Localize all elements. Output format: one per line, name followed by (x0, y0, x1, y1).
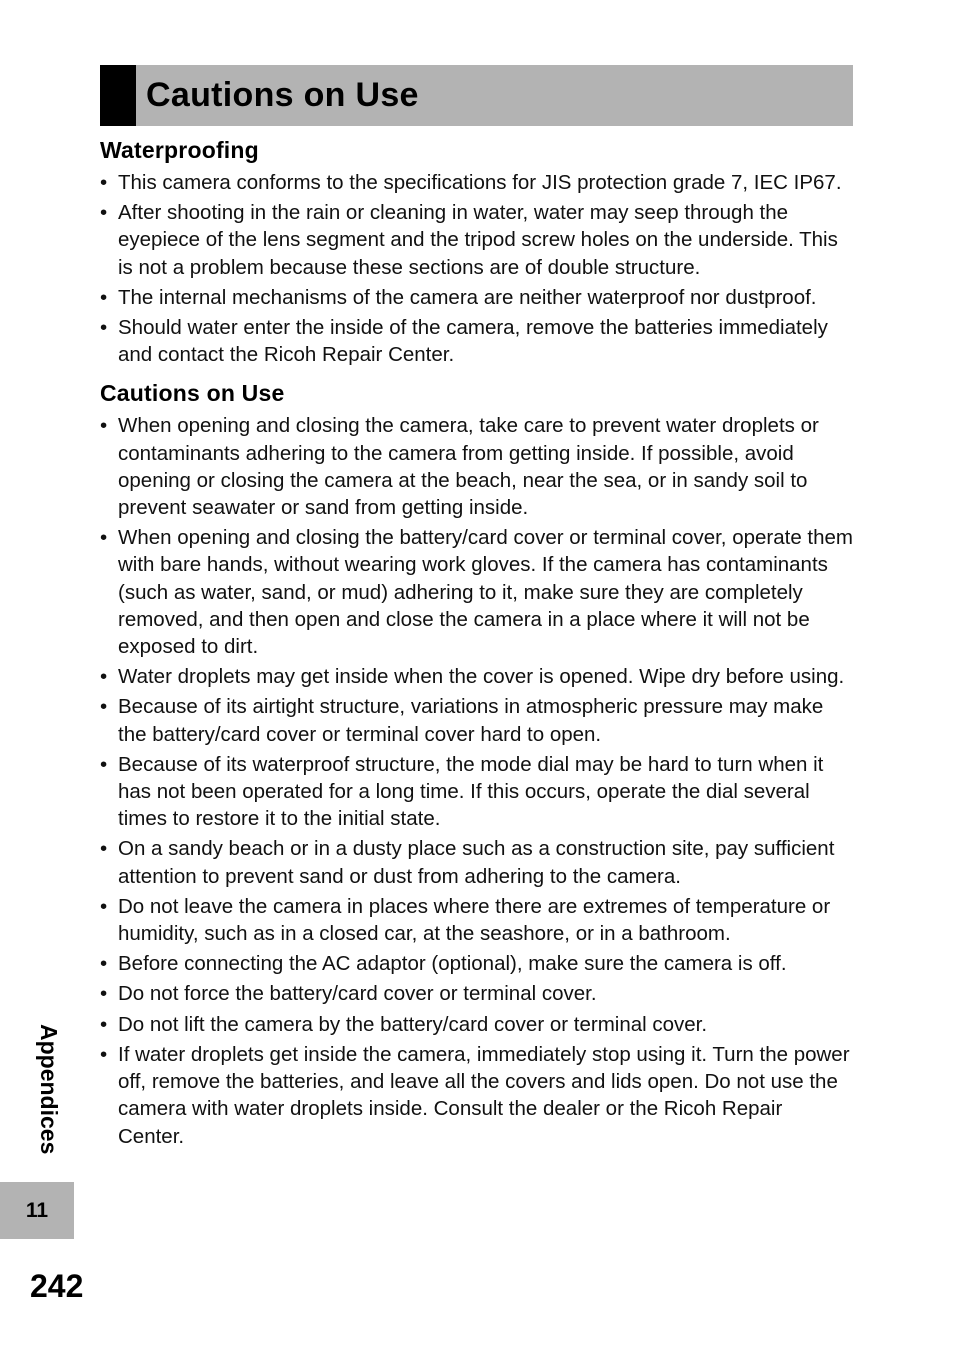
list-item-text: When opening and closing the camera, take care to prevent water droplets or contaminants adhering to the camera from getting inside. If possible, avoid opening or closing the camera at the beach, near the sea, or in sandy soil to prevent seawater or sand from getting inside. (118, 414, 819, 520)
list-item-text: Water droplets may get inside when the cover is opened. Wipe dry before using. (118, 665, 845, 689)
list-item-text: Because of its airtight structure, variations in atmospheric pressure may make the battery/card cover or terminal cover hard to open. (118, 695, 824, 746)
bullet-icon: • (100, 894, 108, 918)
list-item (100, 412, 853, 521)
list-item (100, 751, 853, 833)
list-item (100, 1041, 853, 1150)
list-item (100, 893, 853, 947)
bullet-icon: • (100, 1042, 108, 1066)
bullet-icon: • (100, 752, 108, 776)
list-item-text: Do not force the battery/card cover or terminal cover. (118, 982, 597, 1006)
bullet-list-cautions (100, 412, 853, 1149)
bullet-icon: • (100, 695, 108, 719)
chapter-number-tab (0, 1182, 74, 1239)
list-item (100, 284, 853, 311)
list-item-text: When opening and closing the battery/card cover or terminal cover, operate them with bare hands, without wearing work gloves. If the camera has contaminants (such as water, sand, or mud) adhering to it, make sure they are completely removed, and then open and close the camera in a place where it will not be exposed to dirt. (118, 526, 853, 659)
bullet-icon: • (100, 952, 108, 976)
bullet-icon: • (100, 171, 108, 194)
page-title: Cautions on Use (146, 76, 419, 114)
list-item-text: This camera conforms to the specifications for JIS protection grade 7, IEC IP67. (118, 171, 842, 194)
list-item-text: If water droplets get inside the camera, immediately stop using it. Turn the power off, remove the batteries, and leave all the covers and lids open. Do not use the camera with water droplets inside. Consult the dealer or the Ricoh Repair Center. (118, 1042, 850, 1148)
list-item (100, 524, 853, 660)
main-content (100, 134, 853, 1153)
bullet-icon: • (100, 982, 108, 1006)
list-item-text: Because of its waterproof structure, the mode dial may be hard to turn when it has not been operated for a long time. If this occurs, operate the dial several times to restore it to the initial state. (118, 752, 824, 831)
list-item-text: Before connecting the AC adaptor (optional), make sure the camera is off. (118, 952, 787, 976)
section-heading-cautions: Cautions on Use (100, 380, 285, 407)
list-item (100, 663, 853, 690)
list-item (100, 314, 853, 368)
list-item-text: Do not leave the camera in places where there are extremes of temperature or humidity, such as in a closed car, at the seashore, or in a bathroom. (118, 894, 831, 946)
list-item-text: After shooting in the rain or cleaning in water, water may seep through the eyepiece of the lens segment and the tripod screw holes on the underside. This is not a problem because these sections are of double structure. (118, 201, 838, 279)
list-item (100, 693, 853, 747)
list-item (100, 169, 853, 196)
list-item (100, 835, 853, 889)
page-number: 242 (30, 1268, 84, 1304)
list-item-text: Should water enter the inside of the camera, remove the batteries immediately and contact the Ricoh Repair Center. (118, 316, 828, 367)
list-item-text: The internal mechanisms of the camera are neither waterproof nor dustproof. (118, 285, 817, 309)
chapter-label-text: Appendices (36, 1024, 62, 1155)
list-item (100, 1011, 853, 1038)
bullet-icon: • (100, 285, 108, 309)
bullet-icon: • (100, 1012, 108, 1036)
title-marker-block (100, 65, 136, 126)
list-item-text: On a sandy beach or in a dusty place such as a construction site, pay sufficient attention to prevent sand or dust from adhering to the camera. (118, 837, 835, 888)
bullet-icon: • (100, 526, 108, 550)
bullet-list-waterproofing (100, 169, 853, 368)
chapter-side-label (26, 1024, 66, 1174)
bullet-icon: • (100, 201, 108, 225)
list-item-text: Do not lift the camera by the battery/card cover or terminal cover. (118, 1012, 708, 1036)
bullet-icon: • (100, 316, 108, 340)
title-bar (100, 65, 853, 126)
bullet-icon: • (100, 665, 108, 689)
section-heading-waterproofing: Waterproofing (100, 137, 259, 163)
list-item (100, 199, 853, 281)
chapter-number-text: 11 (25, 1199, 49, 1222)
list-item (100, 950, 853, 977)
bullet-icon: • (100, 414, 108, 438)
bullet-icon: • (100, 837, 108, 861)
list-item (100, 980, 853, 1007)
